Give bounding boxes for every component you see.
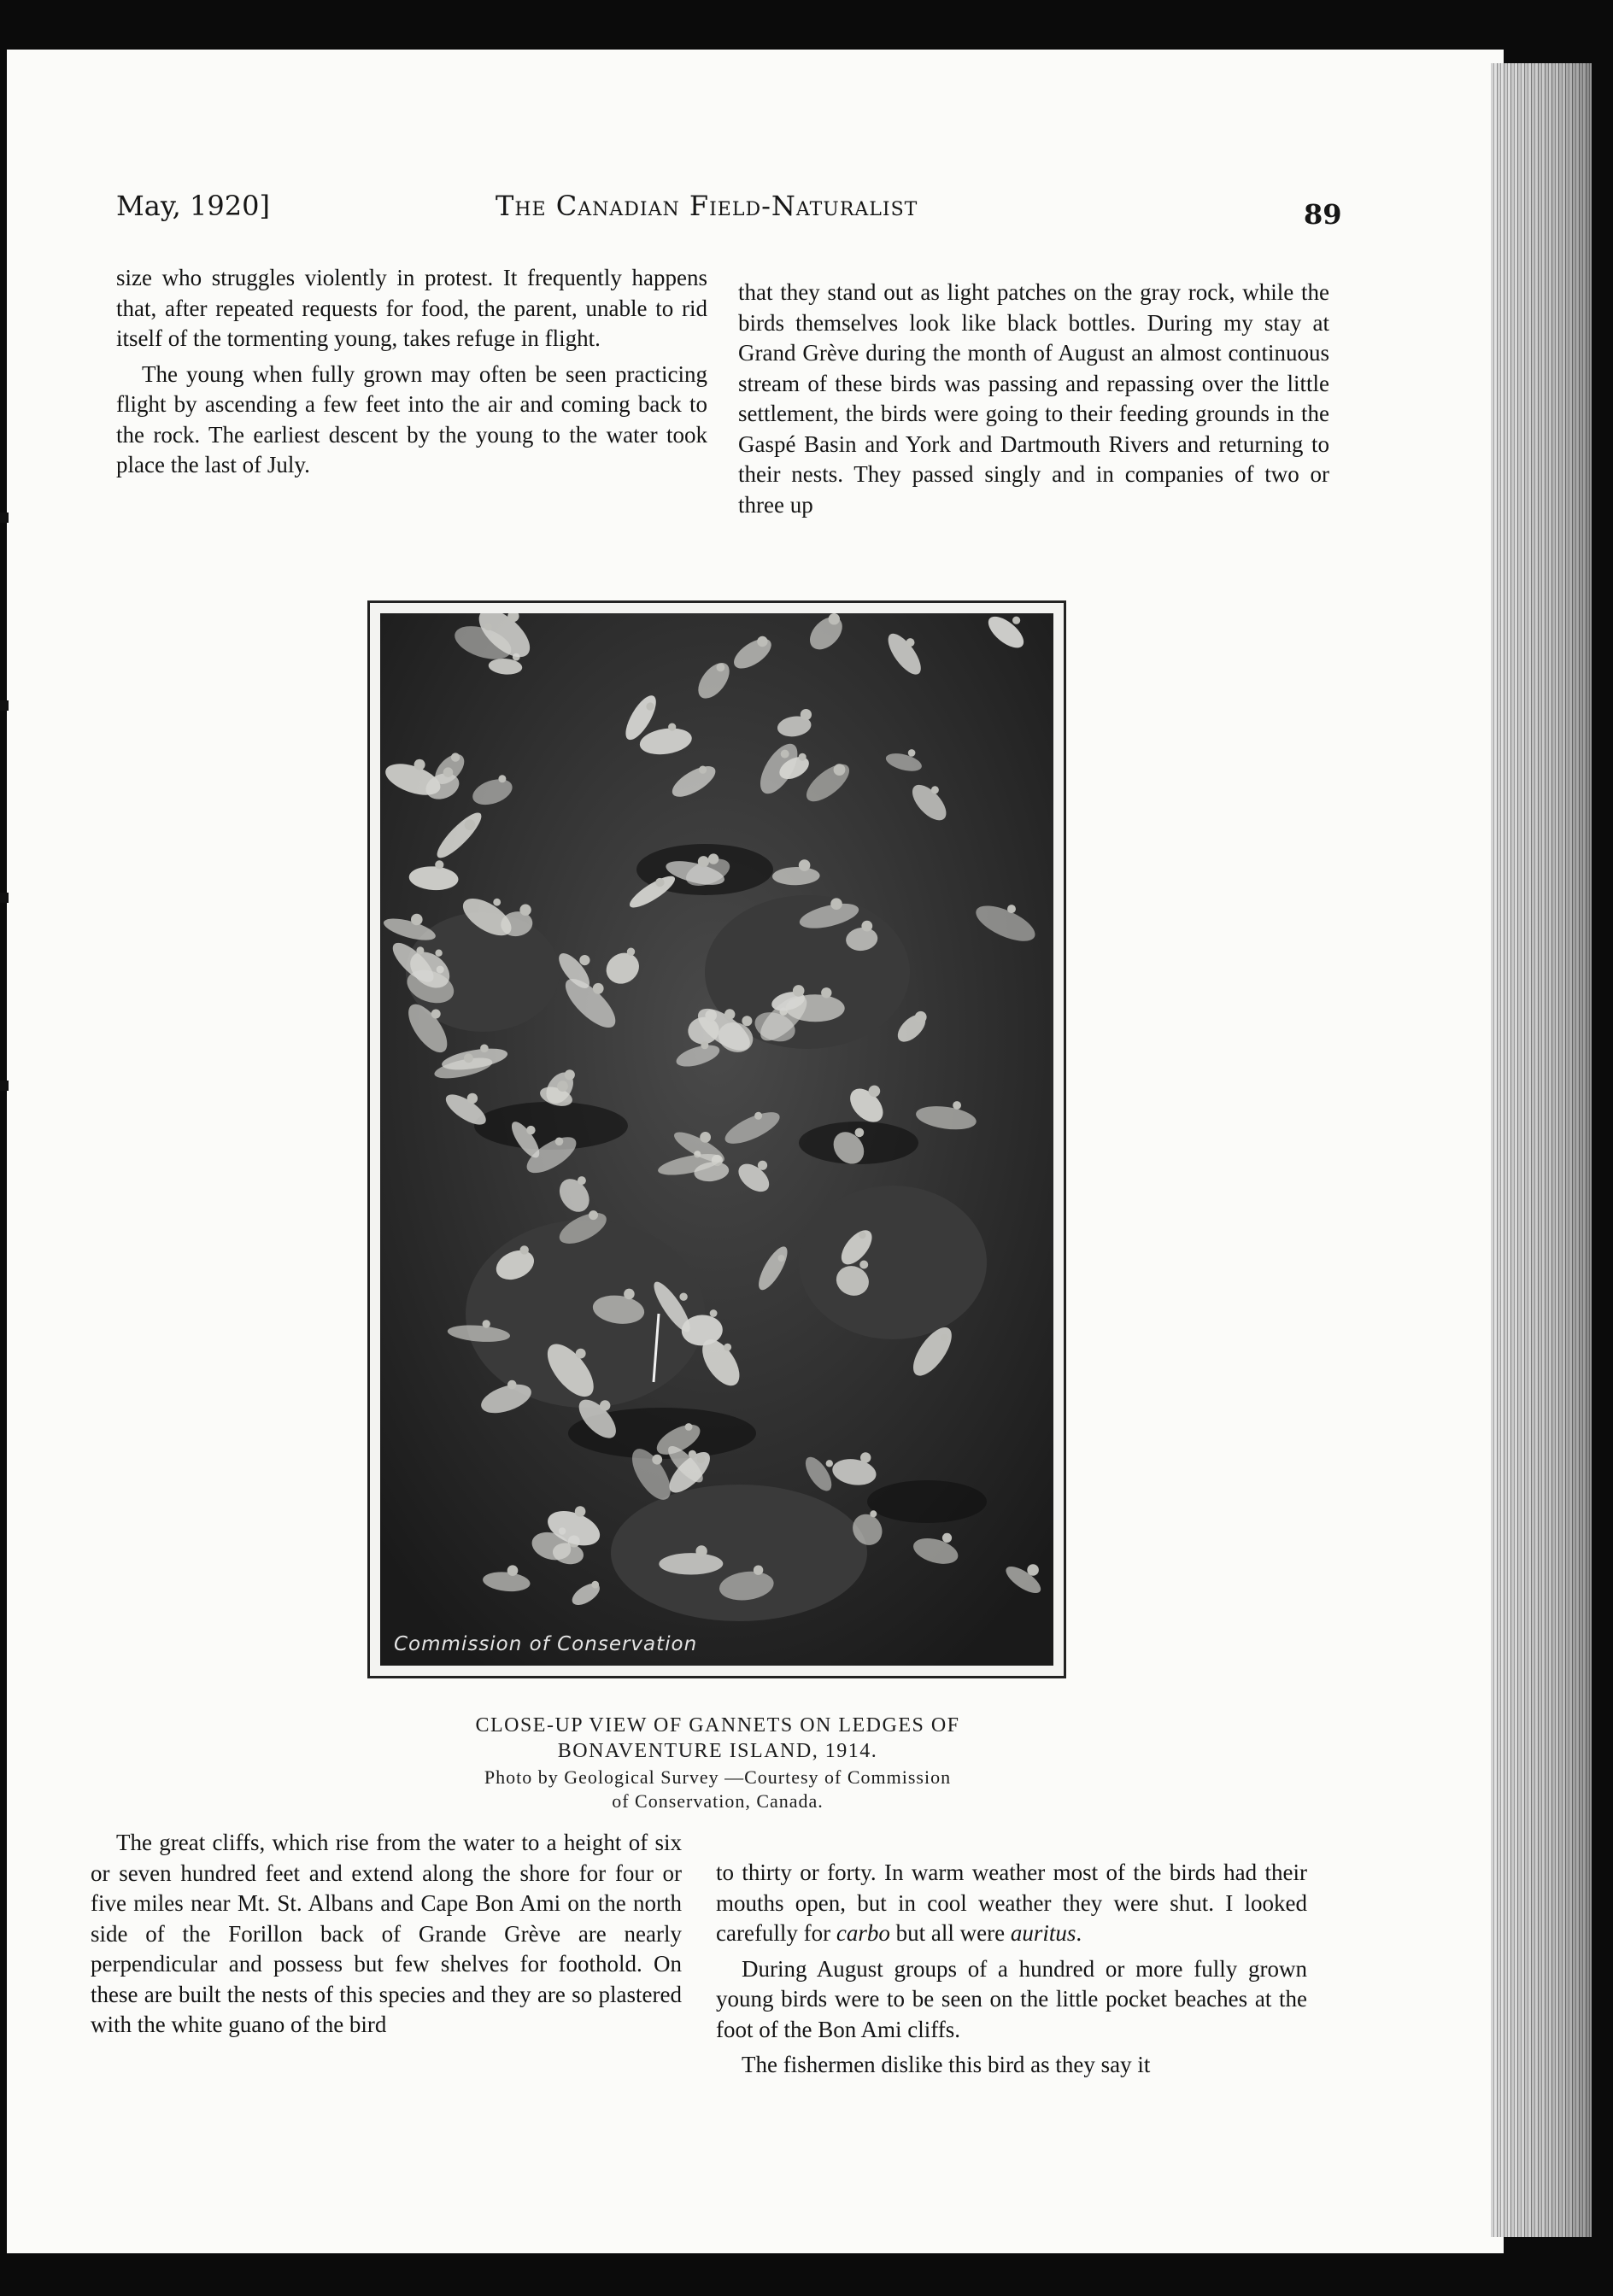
paragraph: The great cliffs, which rise from the water to a height of six or seven hundred feet and extend along the shore for four or five miles near Mt. St. Albans and Cape Bon Ami on the north side of the Forillon back of Grande Grève are nearly perpendicular and possess but few shelves for foothold. On these are built the nests of this species and they are so plastered with the white guano of the bird [91,1830,682,2037]
caption-credit-2: of Conservation, Canada. [612,1790,824,1812]
photo-illustration [380,613,1053,1666]
caption-credit: Photo by Geological Survey —Courtesy of Commission [484,1766,952,1788]
binding-mark [0,700,9,711]
column-top-left [116,263,707,486]
gannet-colony-photo [380,613,1053,1666]
paragraph: that they stand out as light patches on the gray rock, while the birds themselves look like black bottles. During my stay at Grand Grève during the month of August an almost continuous stream of these birds was passing and repassing over the little settlement, the birds were going to their feeding grounds in the Gaspé Basin and York and Dartmouth Rivers and returning to their nests. They passed singly and in companies of two or three up [738,279,1329,518]
caption-title-2: BONAVENTURE ISLAND, 1914. [557,1740,878,1762]
column-top-right [738,278,1329,525]
paragraph: size who struggles violently in protest. It frequently happens that, after repeated requests for food, the parent, unable to rid itself of the tormenting young, takes refuge in flight. [116,265,707,351]
italic-term: auritus [1010,1920,1076,1946]
paragraph: During August groups of a hundred or more fully grown young birds were to be seen on the little pocket beaches at the foot of the Bon Ami cliffs. [716,1955,1307,2042]
page-number: 89 [1304,198,1342,231]
text-run: to thirty or forty. In warm weather most of the birds had their mouths open, but in cool weather they were shut. I looked carefully for [716,1860,1307,1946]
paragraph [716,1858,1307,1949]
binding-mark [0,893,9,903]
figure-frame [367,600,1066,1678]
column-bottom-left [91,1828,682,2046]
column-bottom-right [716,1858,1307,2086]
text-run: . [1076,1920,1082,1946]
photo-credit: Commission of Conservation [394,1633,698,1655]
journal-title: The Canadian Field-Naturalist [496,190,918,222]
page-edge-shade [1491,63,1592,2237]
paragraph: The young when fully grown may often be seen practicing flight by ascending a few feet into the air and coming back to the rock. The earliest descent by the young to the water took place the last of July. [116,360,707,477]
caption-title: CLOSE-UP VIEW OF GANNETS ON LEDGES OF [475,1714,960,1737]
binding-mark [0,512,9,523]
header-date: May, 1920] [116,190,270,222]
text-run: but all were [889,1920,1011,1946]
italic-term: carbo [836,1920,890,1946]
paragraph: The fishermen dislike this bird as they say it [742,2052,1151,2077]
figure-caption [367,1713,1068,1812]
binding-mark [0,1081,9,1091]
